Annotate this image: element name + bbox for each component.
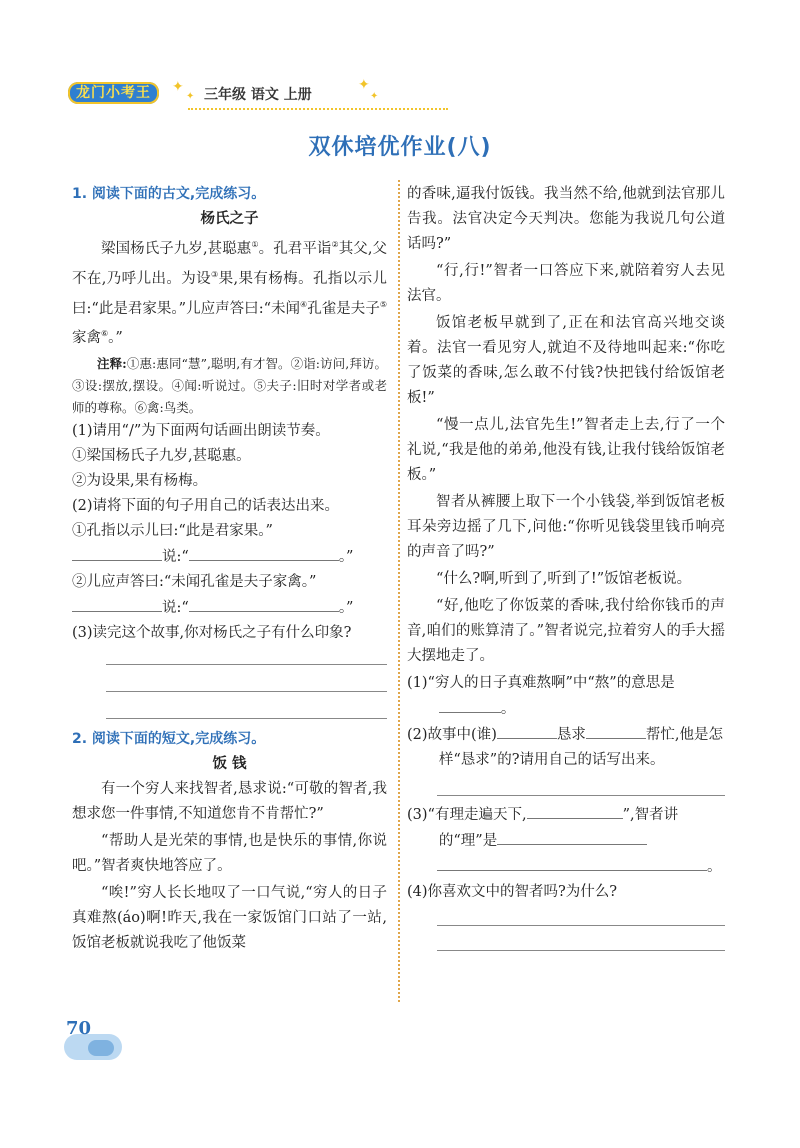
section-1-heading: 1. 阅读下面的古文,完成练习。 (72, 186, 266, 202)
question-1-3: (3)读完这个故事,你对杨氏之子有什么印象? (72, 625, 352, 642)
answer-line[interactable] (437, 773, 725, 796)
question-1-1-b: ②为设果,果有杨梅。 (72, 473, 208, 490)
question-1-2: (2)请将下面的句子用自己的话表达出来。 (72, 498, 340, 515)
passage-2-para: “唉!”穷人长长地叹了一口气说,“穷人的日子真难熬(áo)啊!昨天,我在一家饭馆门口站了一站,饭馆老板就说我吃了他饭菜 (72, 885, 387, 952)
passage-2-para: “慢一点儿,法官先生!”智者走上去,行了一个礼说,“我是他的弟弟,他没有钱,让我付钱给饭馆老板。” (407, 417, 725, 483)
answer-blank[interactable] (497, 828, 647, 845)
answer-line[interactable] (106, 665, 387, 692)
passage-2-para: “行,行!”智者一口答应下来,就陪着穷人去见法官。 (407, 263, 725, 304)
grade-label: 三年级 语文 上册 (204, 87, 312, 103)
answer-blank[interactable] (72, 595, 162, 612)
column-divider (398, 180, 400, 1002)
question-1-1-a: ①梁国杨氏子九岁,甚聪惠。 (72, 448, 251, 465)
answer-blank[interactable] (189, 595, 339, 612)
annotation-notes: 注释:①惠:惠同“慧”,聪明,有才智。②诣:访问,拜访。③设:摆放,摆设。④闻:听说过。⑤夫子:旧时对学者或老师的尊称。⑥禽:鸟类。 (72, 356, 387, 416)
answer-line[interactable] (437, 905, 725, 926)
star-icon: ✦ (186, 91, 195, 102)
answer-blank[interactable] (527, 802, 623, 819)
answer-line[interactable] (106, 646, 387, 665)
star-icon: ✦ (370, 91, 379, 102)
passage-2-para: 饭馆老板早就到了,正在和法官高兴地交谈着。法官一看见穷人,就迫不及待地叫起来:“你吃了饭菜的香味,怎么敢不付钱?快把钱付给饭馆老板!” (407, 315, 725, 406)
answer-row: 说:“ 。” (72, 595, 387, 621)
question-1-2-b: ②儿应声答曰:“未闻孔雀是夫子家禽。” (72, 574, 317, 591)
passage-1-text: 梁国杨氏子九岁,甚聪惠①。孔君平诣②其父,父不在,乃呼儿出。为设③果,果有杨梅。孔指以示儿曰:“此是君家果。”儿应声答曰:“未闻④孔雀是夫子⑤家禽⑥。” (72, 240, 388, 347)
answer-blank[interactable] (437, 854, 707, 871)
answer-blank[interactable] (189, 544, 339, 561)
answer-row: 说:“ 。” (72, 544, 387, 570)
star-icon: ✦ (172, 79, 184, 95)
answer-blank[interactable] (439, 696, 501, 713)
cloud-icon (88, 1040, 114, 1056)
page-title: 双休培优作业(八) (308, 135, 492, 160)
question-1-1: (1)请用“/”为下面两句话画出朗读节奏。 (72, 423, 330, 440)
question-2-1: (1)“穷人的日子真难熬啊”中“熬”的意思是。 (407, 675, 675, 717)
answer-row: 。 (407, 854, 725, 880)
question-1-2-a: ①孔指以示儿曰:“此是君家果。” (72, 523, 273, 540)
answer-blank[interactable] (72, 544, 162, 561)
passage-2-para: 有一个穷人来找智者,恳求说:“可敬的智者,我想求您一件事情,不知道您肯不肯帮忙?” (72, 781, 387, 823)
star-icon: ✦ (358, 77, 370, 93)
section-2-heading: 2. 阅读下面的短文,完成练习。 (72, 731, 266, 748)
right-column (407, 182, 725, 951)
question-2-4: (4)你喜欢文中的智者吗?为什么? (407, 884, 618, 900)
passage-1-title: 杨氏之子 (200, 211, 259, 227)
passage-2-para: 的香味,逼我付饭钱。我当然不给,他就到法官那儿告我。法官决定今天判决。您能为我说几句公道话吗?” (407, 186, 725, 252)
series-logo: 龙门小考王 (68, 82, 159, 104)
answer-line[interactable] (437, 926, 725, 951)
passage-2-para: “什么?啊,听到了,听到了!”饭馆老板说。 (436, 571, 692, 587)
passage-2-title: 饭 钱 (212, 756, 247, 773)
answer-line[interactable] (106, 692, 387, 719)
answer-blank[interactable] (497, 722, 557, 739)
passage-2-para: “帮助人是光荣的事情,也是快乐的事情,你说吧。”智者爽快地答应了。 (72, 833, 387, 875)
passage-2-para: “好,他吃了你饭菜的香味,我付给你钱币的声音,咱们的账算清了。”智者说完,拉着穷人的手大摇大摆地走了。 (407, 598, 725, 664)
header-divider (188, 108, 448, 110)
page-number: 70 (66, 1018, 92, 1039)
question-2-2: (2)故事中(谁) 恳求 帮忙,他是怎样“恳求”的?请用自己的话写出来。 (407, 722, 725, 773)
left-column (72, 182, 387, 958)
question-2-3: (3)“有理走遍天下, ”,智者讲的“理”是 (407, 802, 725, 854)
answer-blank[interactable] (586, 722, 646, 739)
book-header (68, 78, 398, 106)
passage-2-para: 智者从裤腰上取下一个小钱袋,举到饭馆老板耳朵旁边摇了几下,问他:“你听见钱袋里钱币响亮的声音了吗?” (407, 494, 725, 560)
